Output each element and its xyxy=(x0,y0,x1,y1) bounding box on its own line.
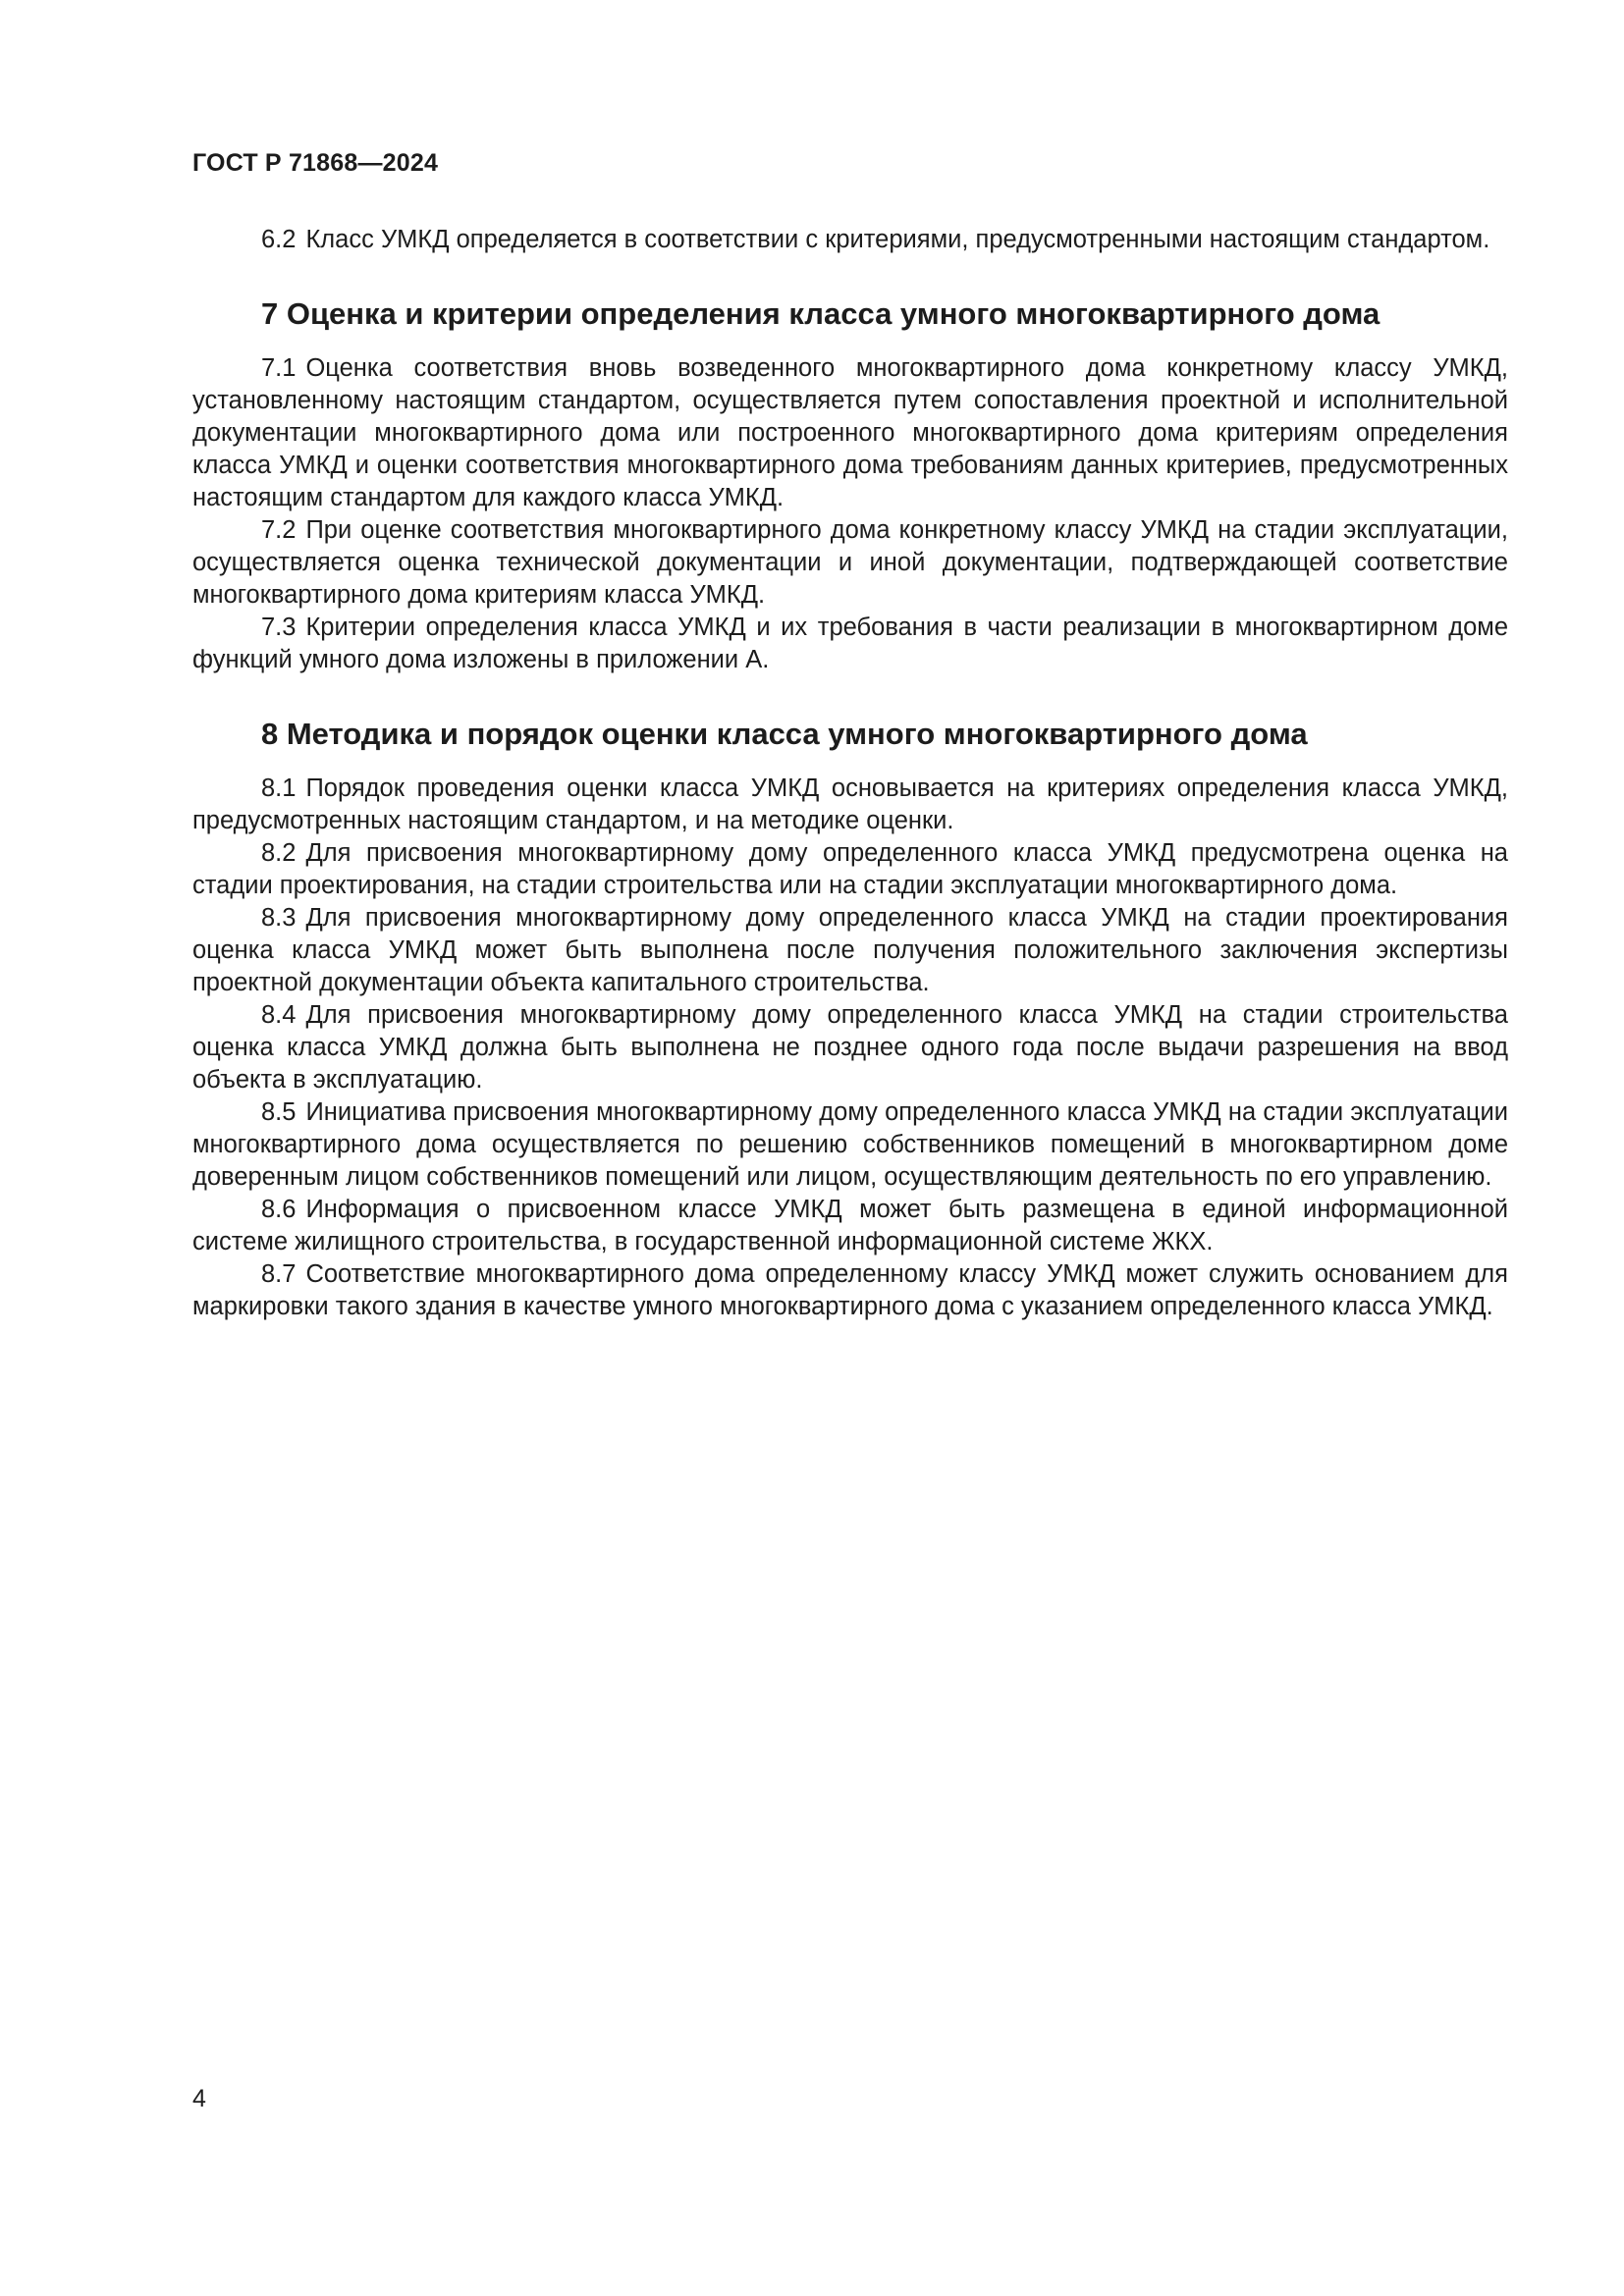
clause-number: 7.1 xyxy=(261,354,297,382)
clause-number: 8.3 xyxy=(261,904,297,932)
clause-number: 8.5 xyxy=(261,1098,297,1126)
clause-text: При оценке соответствия многоквартирного дома конкретному классу УМКД на стадии эксплуатации, осуществляется оценка технической документации и иной документации, подтверждающей соответствие многоквартирного дома критериям класса УМКД. xyxy=(192,516,1508,609)
clause-text: Критерии определения класса УМКД и их требования в части реализации в многоквартирном доме функций умного дома изложены в приложении А. xyxy=(192,614,1508,673)
clause-text: Информация о присвоенном классе УМКД может быть размещена в единой информационной системе жилищного строительства, в государственной информационной системе ЖКХ. xyxy=(192,1196,1508,1255)
clause-8-6 xyxy=(192,1194,1508,1258)
clause-text: Оценка соответствия вновь возведенного многоквартирного дома конкретному классу УМКД, установленному настоящим стандартом, осуществляется путем сопоставления проектной и исполнительной документации многоквартирного дома или построенного многоквартирного дома критериям определения класса УМКД и оценки соответствия многоквартирного дома требованиям данных критериев, предусмотренных настоящим стандартом для каждого класса УМКД. xyxy=(192,354,1508,511)
clause-8-4 xyxy=(192,999,1508,1096)
clause-number: 8.7 xyxy=(261,1260,297,1288)
document-code-header: ГОСТ Р 71868—2024 xyxy=(192,149,439,177)
clause-8-5 xyxy=(192,1096,1508,1194)
clause-8-1 xyxy=(192,773,1508,837)
clause-text: Для присвоения многоквартирному дому определенного класса УМКД предусмотрена оценка на стадии проектирования, на стадии строительства или на стадии эксплуатации многоквартирного дома. xyxy=(192,839,1508,899)
clause-text: Класс УМКД определяется в соответствии с критериями, предусмотренными настоящим стандартом. xyxy=(305,226,1490,253)
clause-number: 6.2 xyxy=(261,226,297,253)
clause-8-2 xyxy=(192,837,1508,902)
clause-7-1 xyxy=(192,352,1508,514)
section-8-heading: 8 Методика и порядок оценки класса умного многоквартирного дома xyxy=(261,717,1308,751)
clause-7-2 xyxy=(192,514,1508,612)
clause-6-2 xyxy=(192,224,1508,256)
clause-text: Для присвоения многоквартирному дому определенного класса УМКД на стадии проектирования оценка класса УМКД может быть выполнена после получения положительного заключения экспертизы проектной документации объекта капитального строительства. xyxy=(192,904,1508,996)
clause-text: Соответствие многоквартирного дома определенному классу УМКД может служить основанием для маркировки такого здания в качестве умного многоквартирного дома с указанием определенного класса УМКД. xyxy=(192,1260,1508,1320)
clause-number: 8.1 xyxy=(261,774,297,802)
clause-number: 8.6 xyxy=(261,1196,297,1223)
page-number: 4 xyxy=(192,2085,206,2112)
clause-text: Для присвоения многоквартирному дому определенного класса УМКД на стадии строительства оценка класса УМКД должна быть выполнена не позднее одного года после выдачи разрешения на ввод объекта в эксплуатацию. xyxy=(192,1001,1508,1094)
section-7-heading: 7 Оценка и критерии определения класса умного многоквартирного дома xyxy=(261,296,1380,331)
clause-8-3 xyxy=(192,902,1508,999)
clause-8-7 xyxy=(192,1258,1508,1323)
clause-text: Инициатива присвоения многоквартирному дому определенного класса УМКД на стадии эксплуатации многоквартирного дома осуществляется по решению собственников помещений в многоквартирном доме доверенным лицом собственников помещений или лицом, осуществляющим деятельность по его управлению. xyxy=(192,1098,1508,1191)
clause-7-3 xyxy=(192,612,1508,676)
clause-number: 8.2 xyxy=(261,839,297,867)
clause-number: 7.2 xyxy=(261,516,297,544)
clause-number: 7.3 xyxy=(261,614,297,641)
page-content xyxy=(192,224,1508,1323)
clause-number: 8.4 xyxy=(261,1001,297,1029)
clause-text: Порядок проведения оценки класса УМКД основывается на критериях определения класса УМКД, предусмотренных настоящим стандартом, и на методике оценки. xyxy=(192,774,1508,834)
